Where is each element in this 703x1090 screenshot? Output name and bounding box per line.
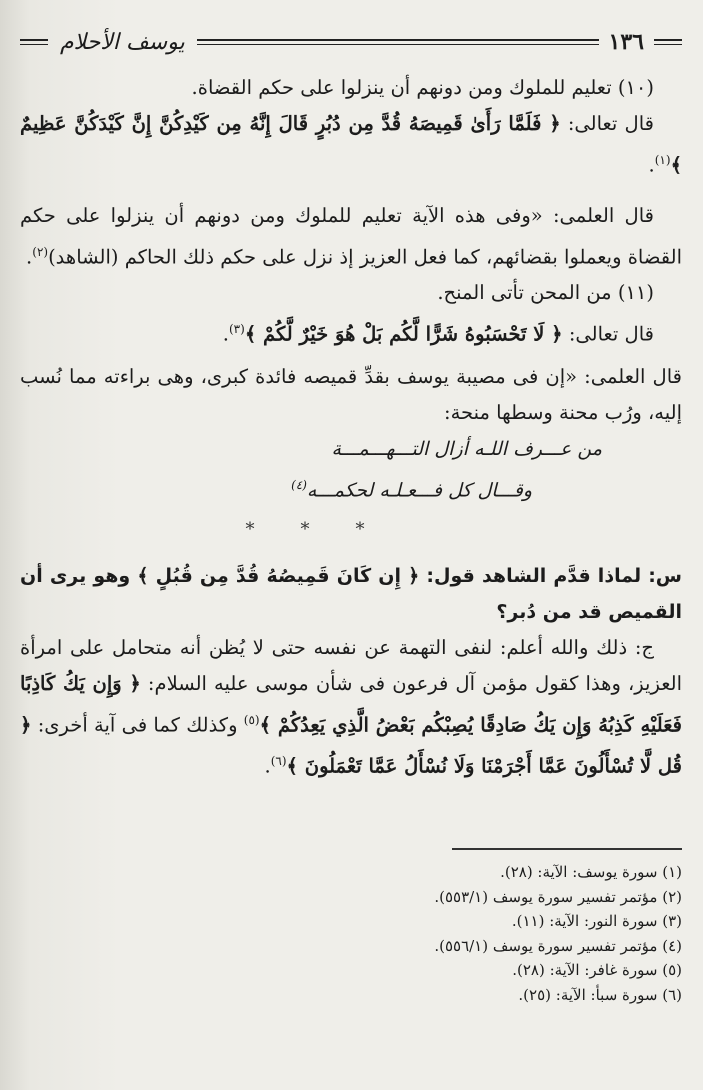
verse-intro: قال تعالى: [562,322,654,346]
header-rule-middle [197,39,599,45]
book-title: يوسف الأحلام [60,29,185,55]
punctuation: . [26,245,33,268]
paragraph-commentary-1 [20,198,682,276]
footnote-6: (٦) سورة سبأ: الآية: (٢٥). [518,985,682,1004]
section-divider [20,512,682,548]
poem-line-1: من عـــرف اللـه أزال التـــهـــمـــة [331,437,602,460]
header-rule-right [654,39,682,45]
footnote-ref: (٤) [291,477,307,492]
commentary-text: قال العلمى: «وفى هذه الآية تعليم للملوك ومن دونهم أن ينزلوا على حكم القضاة ويعملوا بقضائهم، كما فعل العزيز إذ نزل على حكم ذلك الحاكم (الشاهد) [20,203,682,268]
question-prefix: س: لماذا قدَّم الشاهد قول: [419,564,683,587]
main-text [20,70,682,785]
page-content [20,22,682,1072]
paragraph-commentary-2: قال العلمى: «إن فى مصيبة يوسف بقدِّ قميصه فائدة كبرى، وهى براءته مما نُسب إليه، ورُب محنة وسطها منحة: [20,364,682,424]
footnote-ref: (١) [654,153,671,167]
quran-verse: ﴿ لَا تَحْسَبُوهُ شَرًّا لَّكُم بَلْ هُوَ خَيْرٌ لَّكُمْ ﴾ [244,322,563,346]
divider-star: * [245,518,301,540]
punctuation: . [264,754,271,778]
quran-verse: ﴿ إِن كَانَ قَمِيصُهُ قُدَّ مِن قُبُلٍ ﴾ [137,564,420,587]
quran-verse: ﴿ قُل لَّا تُسْأَلُونَ عَمَّا أَجْرَمْنَا وَلَا نُسْأَلُ عَمَّا تَعْمَلُونَ ﴾ [20,713,682,778]
question-paragraph [20,558,682,630]
footnote-separator [452,848,682,850]
header-rule-left [20,39,48,45]
paragraph-verse-1 [20,106,682,184]
paragraph-point-10: (١٠) تعليم للملوك ومن دونهم أن ينزلوا على حكم القضاة. [191,76,654,99]
quran-verse: ﴿ وَإِن يَكُ كَاذِبًا فَعَلَيْهِ كَذِبُهُ وَإِن يَكُ صَادِقًا يُصِبْكُم بَعْضُ الَّذِي يَعِدُكُمْ ﴾ [20,671,682,737]
paragraph-point-11: (١١) من المحن تأتى المنح. [437,281,654,304]
verse-intro: قال تعالى: [560,112,654,135]
paragraph-verse-2 [20,311,682,353]
quran-verse: ﴿ فَلَمَّا رَأَىٰ قَمِيصَهُ قُدَّ مِن دُبُرٍ قَالَ إِنَّهُ مِن كَيْدِكُنَّ إِنَّ كَيْدَكُنَّ عَظِيمٌ ﴾ [20,112,682,177]
footnote-2: (٢) مؤتمر تفسير سورة يوسف (٥٥٣/١). [434,887,682,906]
punctuation: . [648,153,655,177]
divider-star: * [355,518,411,540]
footnote-ref: (٥) [243,712,260,727]
footnote-ref: (٣) [228,322,245,336]
question-suffix: وهو يرى أن القميص قد من دُبر؟ [20,564,682,623]
footnotes [20,860,682,1007]
answer-text: ج: ذلك والله أعلم: لنفى التهمة عن نفسه حتى لا يُظن أنه متحامل على امرأة العزيز، وهذا كقول مؤمن آل فرعون فى شأن موسى عليه السلام: [20,635,682,695]
poem-line-2 [20,467,682,508]
running-header [20,22,682,62]
footnote-1: (١) سورة يوسف: الآية: (٢٨). [500,863,682,881]
footnote-5: (٥) سورة غافر: الآية: (٢٨). [512,961,682,979]
answer-continuation: وكذلك كما فى آية أخرى: [31,713,244,737]
footnote-3: (٣) سورة النور: الآية: (١١). [511,912,682,930]
footnote-4: (٤) مؤتمر تفسير سورة يوسف (٥٥٦/١). [434,936,682,955]
punctuation: . [222,322,229,346]
footnote-ref: (٦) [270,754,287,769]
page-number: ١٣٦ [608,29,644,55]
divider-star: * [300,518,356,540]
footnote-ref: (٢) [32,244,49,259]
poem-text: وقـــال كل فـــعـلـه لحكمـــه [306,478,532,501]
answer-paragraph [20,630,682,785]
